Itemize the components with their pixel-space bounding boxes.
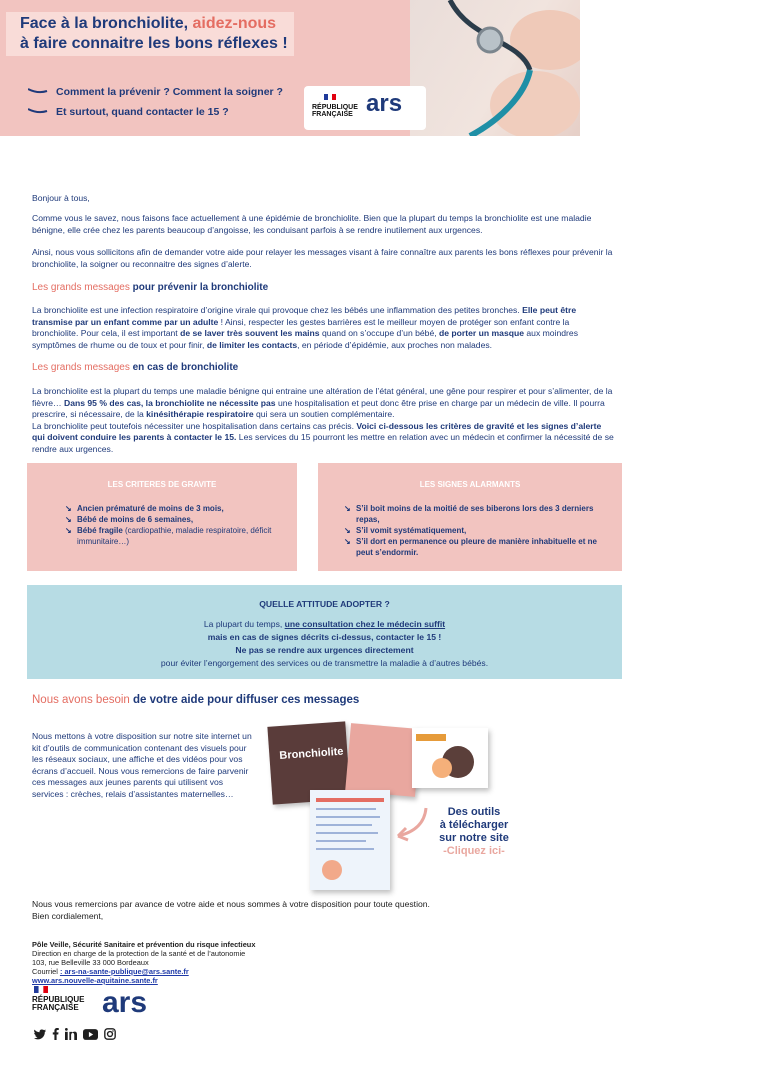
instagram-icon[interactable]: [104, 1028, 116, 1040]
help-paragraph: Nous mettons à votre disposition sur notre site internet un kit d’outils de communication contenant des visuels pour les réseaux sociaux, une affiche et des vidéos pour vos écrans d’accueil. Nous vous remercions de faire parvenir ces messages aux jeunes parents qui utilisent vos services : crèches, relais d’assistantes maternelles…: [32, 731, 252, 799]
signature-address: 103, rue Belleville 33 000 Bordeaux: [32, 958, 149, 967]
signs-list: [344, 503, 610, 558]
communication-kit-illustration[interactable]: [266, 718, 526, 892]
arrow-icon: [390, 802, 430, 842]
kit-visual-card: [345, 723, 421, 797]
arrow-icon: ↘: [65, 504, 72, 513]
card-title: Bronchiolite: [279, 745, 344, 763]
youtube-icon[interactable]: [83, 1029, 98, 1040]
arrow-icon: ↘: [65, 526, 72, 535]
facebook-icon[interactable]: [52, 1028, 59, 1040]
attitude-line-2: mais en cas de signes décrits ci-dessus, contacter le 15 !: [207, 632, 442, 642]
attitude-line-1: La plupart du temps, une consultation chez le médecin suffit: [203, 619, 446, 629]
signature-department: Pôle Veille, Sécurité Sanitaire et prévention du risque infectieux: [32, 940, 256, 949]
signature-email-line: Courriel : ars-na-sante-publique@ars.sante.fr: [32, 967, 189, 976]
arrow-icon: ↘: [344, 504, 351, 513]
banner-baby-stethoscope-image: [410, 0, 580, 136]
kit-poster-card: [310, 790, 390, 890]
attitude-line-3: Ne pas se rendre aux urgences directement: [235, 645, 414, 655]
criteria-list: [65, 503, 283, 547]
greeting: Bonjour à tous,: [32, 193, 90, 203]
linkedin-icon[interactable]: [65, 1028, 77, 1040]
signature-block: [32, 940, 255, 985]
signature-direction: Direction en charge de la protection de la santé et de l’autonomie: [32, 949, 246, 958]
attitude-line-4: pour éviter l’engorgement des services ou de transmettre la maladie à d’autres bébés.: [160, 658, 489, 668]
republique-francaise-logo: RÉPUBLIQUE FRANÇAISE: [32, 995, 85, 1012]
attitude-heading: QUELLE ATTITUDE ADOPTER ?: [259, 599, 390, 609]
section-title-help: Nous avons besoin de votre aide pour diffuser ces messages: [32, 694, 360, 706]
french-flag-icon: [34, 986, 48, 993]
criteria-box: [27, 463, 297, 571]
arrow-icon: ↘: [344, 526, 351, 535]
list-item: ↘ Ancien prématuré de moins de 3 mois,: [65, 504, 224, 513]
ars-logo: ars: [102, 986, 148, 1019]
banner-title-line-1: Face à la bronchiolite, aidez-nous: [20, 15, 277, 32]
list-item: ↘ Bébé de moins de 6 semaines,: [65, 515, 194, 524]
criteria-heading: LES CRITERES DE GRAVITE: [107, 480, 217, 489]
section-title-in-case: Les grands messages en cas de bronchiolite: [32, 362, 239, 373]
arrow-icon: ↘: [65, 515, 72, 524]
click-here-link[interactable]: -Cliquez ici-: [443, 845, 505, 857]
french-flag-icon: [324, 94, 336, 100]
signs-box: [318, 463, 622, 571]
social-icons: [34, 1028, 116, 1040]
prevention-paragraph: La bronchiolite est une infection respiratoire d’origine virale qui provoque chez les bébés une inflammation des petites bronches. Elle peut être transmise par un enfant comme par un adulte ! Ainsi, respecter les gestes barrières est le meilleur moyen de protéger son enfant contre la bronchiolite. Pour cela, il est important de se laver très souvent les mains quand on s’occupe d’un bébé, de porter un masque aux moindres symptômes de rhume ou de toux et pour finir, de limiter les contacts, en période d’épidémie, aux proches non malades.: [32, 305, 578, 350]
arrow-icon: ↘: [344, 537, 351, 546]
download-tools-text[interactable]: Des outils à télécharger sur notre site -Cliquez ici-: [426, 806, 522, 858]
ars-logo: ars: [366, 90, 403, 117]
closing-line-2: Bien cordialement,: [32, 911, 104, 921]
banner-title-line-2: à faire connaitre les bons réflexes !: [20, 35, 288, 52]
closing-line-1: Nous vous remercions par avance de votre aide et nous sommes à votre disposition pour toute question.: [32, 899, 430, 909]
list-item: ↘ S’il dort en permanence ou pleure de manière inhabituelle et ne peut s’endormir.: [344, 537, 597, 557]
kit-visual-card: [412, 728, 488, 788]
intro-paragraph-2: Ainsi, nous vous sollicitons afin de demander votre aide pour relayer les messages visant à faire connaître aux parents les bons réflexes pour prévenir la bronchiolite, la soigner ou reconnaitre des signes d’alerte.: [32, 247, 613, 269]
email-link[interactable]: : ars-na-sante-publique@ars.sante.fr: [59, 967, 189, 976]
header-banner: [0, 0, 580, 136]
list-item: ↘ Bébé fragile (cardiopathie, maladie respiratoire, déficit immunitaire…): [65, 526, 272, 546]
twitter-icon[interactable]: [34, 1029, 46, 1040]
arrow-icon: [28, 88, 48, 94]
in-case-paragraph: La bronchiolite est la plupart du temps une maladie bénigne qui entraine une altération de l’état général, une gêne pour respirer et pour s’alimenter, de la fièvre… Dans 95 % des cas, la bronchiolite ne nécessite pas une hospitalisation et peut donc être prise en charge par un médecin de ville. Il pourra prescrire, si nécessaire, de la kinésithérapie respiratoire qui sera un soutien complémentaire. La bronchiolite peut toutefois nécessiter une hospitalisation dans certains cas précis. Voici ci-dessous les critères de gravité et les signes d’alerte qui doivent conduire les parents à contacter le 15. Les services du 15 pourront les mettre en relation avec un médecin et confirmer la nécessité de se rendre aux urgences.: [32, 386, 614, 454]
arrow-icon: [28, 108, 48, 114]
section-title-prevention: Les grands messages pour prévenir la bronchiolite: [32, 282, 269, 293]
republique-francaise-logo: RÉPUBLIQUE FRANÇAISE: [312, 104, 358, 118]
list-item: ↘ S’il boit moins de la moitié de ses biberons lors des 3 derniers repas,: [344, 504, 594, 524]
website-link[interactable]: www.ars.nouvelle-aquitaine.sante.fr: [32, 976, 158, 985]
banner-question-1: Comment la prévenir ? Comment la soigner ?: [56, 86, 283, 98]
attitude-box: [27, 585, 622, 679]
list-item: ↘ S’il vomit systématiquement,: [344, 526, 467, 535]
intro-paragraph-1: Comme vous le savez, nous faisons face actuellement à une épidémie de bronchiolite. Bien que la plupart du temps la bronchiolite est une maladie bénigne, elle crée chez les parents beaucoup d’angoisse, les conduisant parfois à se rendre inutilement aux urgences.: [32, 213, 592, 235]
banner-logos: [304, 86, 426, 130]
banner-question-2: Et surtout, quand contacter le 15 ?: [56, 106, 229, 118]
signs-heading: LES SIGNES ALARMANTS: [419, 480, 521, 489]
